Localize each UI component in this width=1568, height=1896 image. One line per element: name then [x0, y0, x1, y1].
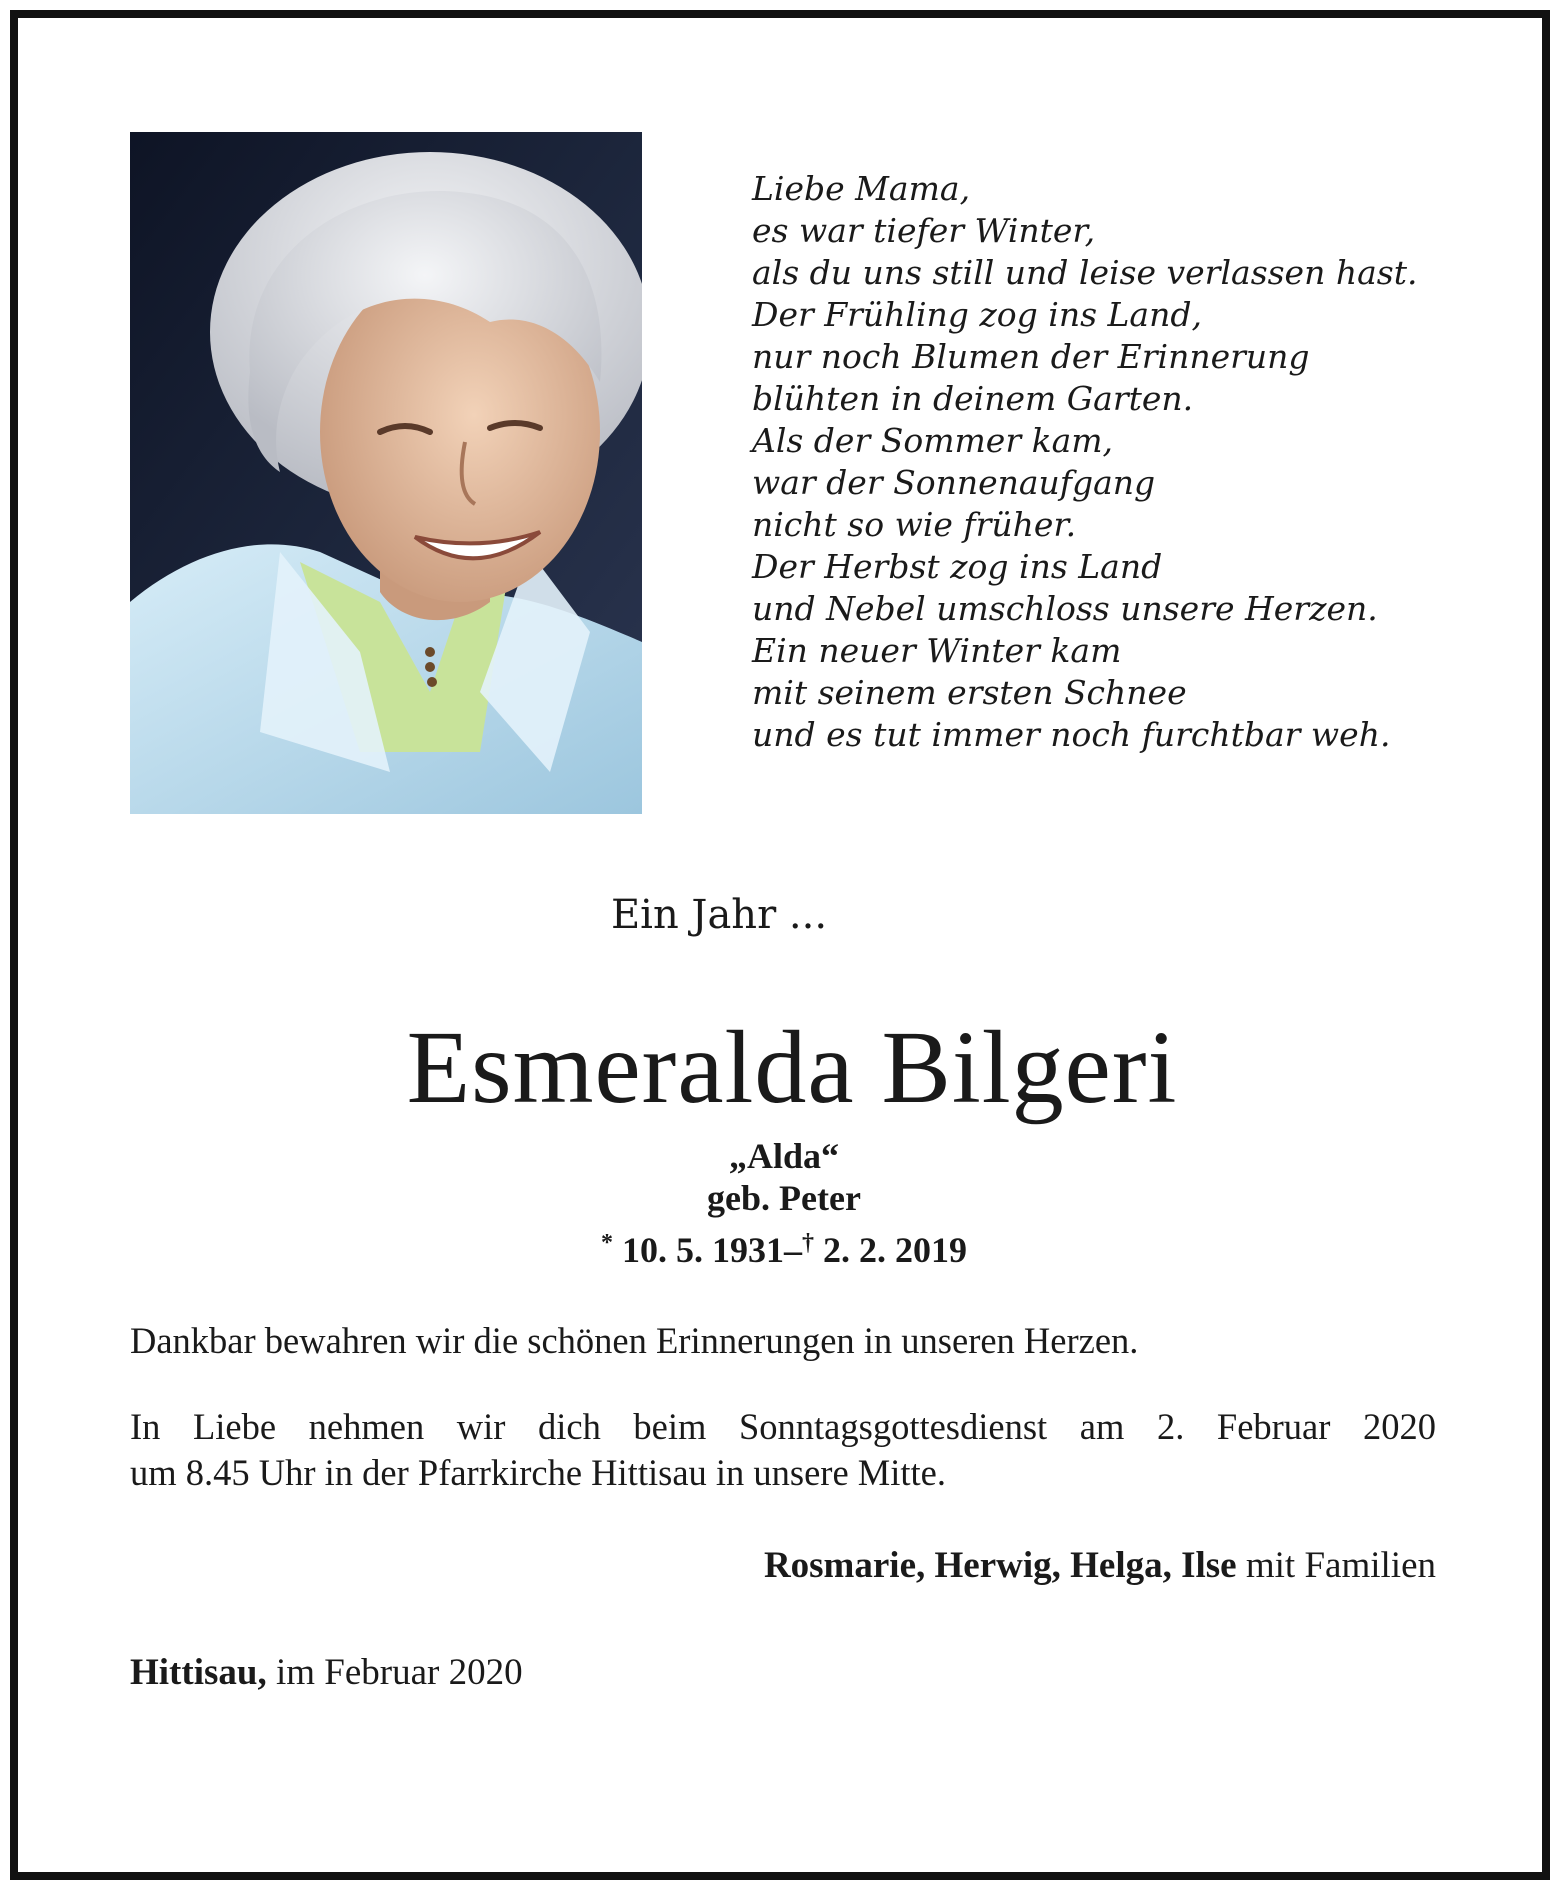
poem-line: Als der Sommer kam,: [752, 421, 1114, 460]
birth-symbol: *: [601, 1230, 613, 1256]
poem-line: Ein neuer Winter kam: [752, 631, 1122, 670]
poem: [752, 168, 1452, 756]
deceased-name-text: Esmeralda Bilgeri: [406, 1010, 1178, 1125]
death-date: 2. 2. 2019: [823, 1230, 967, 1270]
nickname: „Alda“: [728, 1136, 840, 1176]
service-line-2: um 8.45 Uhr in der Pfarrkirche Hittisau in unsere Mitte.: [130, 1452, 946, 1493]
date-dash: –: [784, 1230, 802, 1270]
poem-line: blühten in deinem Garten.: [752, 379, 1194, 418]
portrait-photo: [130, 132, 642, 814]
intro-text: Ein Jahr ...: [610, 892, 828, 938]
place-date: im Februar 2020: [275, 1652, 523, 1693]
poem-line: als du uns still und leise verlassen hast.: [752, 253, 1418, 292]
family-suffix: mit Familien: [1245, 1545, 1436, 1586]
place-town: Hittisau,: [130, 1652, 267, 1693]
poem-line: und Nebel umschloss unsere Herzen.: [752, 589, 1378, 628]
poem-line: mit seinem ersten Schnee: [752, 673, 1187, 712]
family-signature: [764, 1543, 1436, 1589]
poem-line: nur noch Blumen der Erinnerung: [752, 337, 1310, 376]
family-names: Rosmarie, Herwig, Helga, Ilse: [763, 1545, 1237, 1586]
intro-line: [0, 890, 1568, 940]
poem-line: Der Frühling zog ins Land,: [752, 295, 1202, 334]
poem-line: Der Herbst zog ins Land: [752, 547, 1163, 586]
maiden-name: geb. Peter: [707, 1178, 861, 1218]
gratitude-paragraph: Dankbar bewahren wir die schönen Erinnerungen in unseren Herzen.: [130, 1320, 1139, 1361]
poem-line: nicht so wie früher.: [752, 505, 1077, 544]
poem-line: es war tiefer Winter,: [752, 211, 1096, 250]
service-line-1: In Liebe nehmen wir dich beim Sonntagsgottesdienst am 2. Februar 2020: [130, 1406, 1436, 1447]
poem-line: war der Sonnenaufgang: [752, 463, 1156, 502]
death-symbol: †: [802, 1230, 814, 1256]
portrait-illustration: [130, 132, 642, 814]
birth-date: 10. 5. 1931: [622, 1230, 784, 1270]
place-and-date: [130, 1650, 523, 1696]
poem-line: Liebe Mama,: [752, 169, 971, 208]
poem-line: und es tut immer noch furchtbar weh.: [752, 715, 1391, 754]
life-dates: [0, 1222, 1568, 1271]
deceased-name: [0, 1008, 1568, 1128]
service-paragraph: [130, 1404, 1436, 1496]
